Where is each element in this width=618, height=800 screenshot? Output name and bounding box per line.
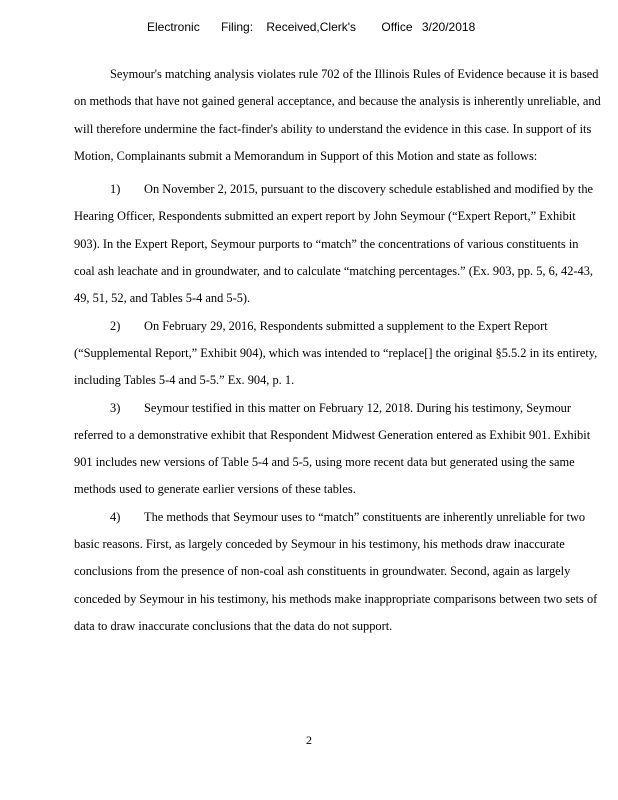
header-office: Office bbox=[381, 20, 413, 34]
numbered-paragraph-1 bbox=[74, 176, 602, 312]
paragraph-number-2: 2) bbox=[110, 318, 121, 333]
numbered-paragraph-4 bbox=[74, 504, 602, 640]
paragraph-text-4: The methods that Seymour uses to “match” constituents are inherently unreliable for two basic reasons. First, as largely conceded by Seymour in his testimony, his methods draw inaccurate conclusions from the presence of non-coal ash constituents in groundwater. Second, again as largely conceded by Seymour in his testimony, his methods make inappropriate comparisons between two sets of data to draw inaccurate conclusions that the data do not support. bbox=[74, 509, 598, 633]
paragraph-text-3: Seymour testified in this matter on February 12, 2018. During his testimony, Seymour referred to a demonstrative exhibit that Respondent Midwest Generation entered as Exhibit 901. Exhibit 901 includes new versions of Table 5-4 and 5-5, using more recent data but generated using the same methods used to generate earlier versions of these tables. bbox=[74, 400, 591, 497]
header-filing: Filing: bbox=[221, 20, 254, 34]
numbered-paragraph-2 bbox=[74, 313, 602, 395]
header-electronic: Electronic bbox=[147, 20, 200, 34]
header-date: 3/20/2018 bbox=[421, 20, 476, 34]
paragraph-text-1: On November 2, 2015, pursuant to the discovery schedule established and modified by the Hearing Officer, Respondents submitted an expert report by John Seymour (“Expert Report,” Exhibit 903). In the Expert Report, Seymour purports to “match” the concentrations of various constituents in coal ash leachate and in groundwater, and to calculate “matching percentages.” (Ex. 903, pp. 5, 6, 42-43, 49, 51, 52, and Tables 5-4 and 5-5). bbox=[74, 182, 594, 306]
intro-paragraph: Seymour's matching analysis violates rule 702 of the Illinois Rules of Evidence because it is based on methods that have not gained general acceptance, and because the analysis is inherently unreliable, and will therefore undermine the fact-finder's ability to understand the evidence in this case. In support of its Motion, Complainants submit a Memorandum in Support of this Motion and state as follows: bbox=[74, 67, 601, 163]
document-body bbox=[74, 61, 602, 640]
paragraph-number-4: 4) bbox=[110, 509, 121, 524]
page-number: 2 bbox=[306, 733, 312, 747]
paragraph-number-1: 1) bbox=[110, 182, 121, 197]
header-received: Received,Clerk's bbox=[266, 20, 357, 34]
numbered-paragraph-3 bbox=[74, 395, 602, 504]
filing-header bbox=[147, 20, 475, 34]
paragraph-text-2: On February 29, 2016, Respondents submitted a supplement to the Expert Report (“Supplemental Report,” Exhibit 904), which was intended to “replace[] the original §5.5.2 in its entirety, including Tables 5-4 and 5-5.” Ex. 904, p. 1. bbox=[74, 318, 598, 388]
paragraph-number-3: 3) bbox=[110, 400, 121, 415]
